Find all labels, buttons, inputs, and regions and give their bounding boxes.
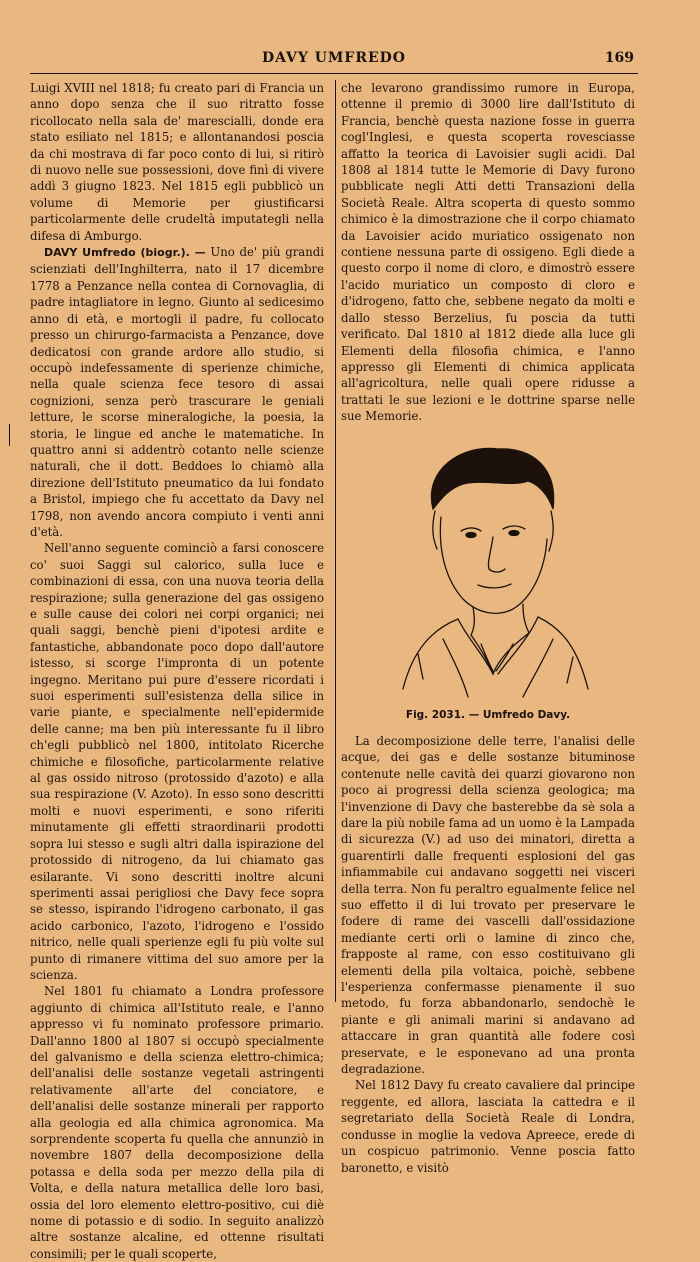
paragraph: che levarono grandissimo rumore in Europa, ottenne il premio di 3000 lire dall'Istituto di Francia, benchè questa nazione fosse in guerra cogl'Inglesi, e questa scoperta rovesciasse affatto la teorica di Lavoisier sugli acidi. Dal 1808 al 1814 tutte le Memorie di Davy furono pubblicate negli Atti detti Transazioni della Società Reale. Altra scoperta di questo sommo chimico è la dimostrazione che il corpo chiamato da Lavoisier acido muriatico ossigenato non contiene nessuna parte di ossigeno. Egli diede a questo corpo il nome di cloro, e dimostrò essere l'acido muriatico un composto di cloro e d'idrogeno, fatto che, sebbene negato da molti e dallo stesso Berzelius, fu poscia da tutti verificato. Dal 1810 al 1812 diede alla luce gli Elementi della filosofia chimica, e l'anno appresso gli Elementi di chimica applicata all'agricoltura, nelle quali opere ridusse a trattati le sue lezioni e le dottrine sparse nelle sue Memorie. [341, 81, 635, 424]
paragraph: La decomposizione delle terre, l'analisi delle acque, dei gas e delle sostanze bituminose contenute nelle cavità dei quarzi giovarono non poco ai progressi della scienza geologica; ma l'invenzione di Davy che basterebbe da sè sola a dare la più nobile fama ad un uomo è la Lampada di sicurezza (V.) ad uso dei minatori, diretta a guarentirli dalle frequenti esplosioni del gas infiammabile cui andavano soggetti nei visceri della terra. Non fu peraltro egualmente felice nel suo effetto il di lui trovato per preservare le fodere di rame dei vascelli dall'ossidazione mediante certi orli o lamine di zinco che, frapposte al rame, con esso costituivano gli elementi della pila voltaica, poichè, sebbene l'esperienza confermasse pienamente il suo metodo, fu forza abbandonarlo, sendochè le piante e gli animali marini si andavano ad attaccare in gran quantità alle fodere così preservate, e le esponevano ad una pronta degradazione. [341, 733, 635, 1077]
column-separator [335, 80, 336, 1002]
left-column [30, 80, 324, 1262]
portrait-illustration [363, 439, 613, 699]
entry-text: Uno de' più grandi scienziati dell'Inghilterra, nato il 17 dicembre 1778 a Penzance nella contea di Cornovaglia, di padre intagliatore in legno. Giunto al sedicesimo anno di età, e mortogli il padre, fu collocato presso un chirurgo-farmacista a Penzance, dove dedicatosi con grande ardore allo studio, si occupò indefessamente di sperienze chimiche, nella quale scienza fece tesoro di assai cognizioni, senza però trascurare le geniali letture, le scorse mineralogiche, la poesia, la storia, le lingue ed anche le matematiche. In quattro anni si addentrò cotanto nelle scienze naturali, che il dott. Beddoes lo chiamò alla direzione dell'Istituto pneumatico da lui fondato a Bristol, impiego che fu accettato da Davy nel 1798, non avendo ancora compiuto i venti anni d'età. [30, 245, 324, 539]
paragraph: Nel 1801 fu chiamato a Londra professore aggiunto di chimica all'Istituto reale, e l'anno appresso vi fu nominato professore primario. Dall'anno 1800 al 1807 si occupò specialmente del galvanismo e della scienza elettro-chimica; dell'analisi delle sostanze vegetali astringenti relativamente all'arte del conciatore, e dell'analisi delle sostanze minerali per rapporto alla geologia ed alla chimica agronomica. Ma sorprendente scoperta fu quella che annunziò in novembre 1807 della decomposizione della potassa e della soda per mezzo della pila di Volta, e della natura metallica delle loro basi, ossia del loro elemento elettro-positivo, cui diè nome di potassio e di sodio. In seguito analizzò altre sostanze alcaline, ed ottenne risultati consimili; per le quali scoperte, [30, 984, 324, 1261]
running-header [30, 50, 638, 72]
page-number: 169 [604, 50, 634, 66]
paragraph: Nell'anno seguente cominciò a farsi conoscere co' suoi Saggi sul calorico, sulla luce e combinazioni di essa, con una nuova teoria della respirazione; sulla generazione del gas ossigeno e sulle cause dei colori nei corpi organici; nei quali saggi, benchè pieni d'ipotesi ardite e fantastiche, abbandonate poco dopo dall'autore istesso, si scorge l'impronta di un potente ingegno. Meritano pui pure d'essere ricordati i suoi esperimenti sull'esistenza della silice in varie piante, e specialmente nell'epidermide delle canne; ma ben più interessante fu il libro ch'egli pubblicò nel 1800, intitolato Ricerche chimiche e filosofiche, particolarmente relative al gas ossido nitroso (protossido d'azoto) e alla sua respirazione (V. Azoto). In esso sono descritti molti e nuovi esperimenti, e sono riferiti minutamente gli effetti straordinarii prodotti sopra lui stesso e sugli altri dalla ispirazione del protossido di nitrogeno, da lui chiamato gas esilarante. Vi sono descritti inoltre alcuni sperimenti assai perigliosi che Davy fece sopra se stesso, ispirando l'idrogeno carbonato, il gas acido carbonico, l'azoto, l'idrogeno e l'ossido nitrico, nelle quali sperienze egli fu più volte sul punto di rimanere vittima del suo amore per la scienza. [30, 541, 324, 982]
paragraph: Luigi XVIII nel 1818; fu creato pari di Francia un anno dopo senza che il suo ritratto fosse ricollocato nella sala de' marescialli, donde era stato esiliato nel 1815; e allontanandosi poscia da chi mostrava di far poco conto di lui, si ritirò di nuovo nelle sue possessioni, dove finì di vivere addì 3 giugno 1823. Nel 1815 egli pubblicò un volume di Memorie per giustificarsi particolarmente delle crudeltà imputategli nella difesa di Amburgo. [30, 81, 324, 243]
entry-paragraph [30, 244, 324, 540]
header-title: DAVY UMFREDO [261, 50, 406, 66]
paragraph: Nel 1812 Davy fu creato cavaliere dal principe reggente, ed allora, lasciata la cattedra e il segretariato della Società Reale di Londra, condusse in moglie la vedova Apreece, erede di un cospicuo patrimonio. Venne poscia fatto baronetto, e visitò [341, 1078, 635, 1175]
entry-heading: DAVY Umfredo (biogr.). — [44, 246, 206, 260]
right-column [341, 80, 635, 1176]
header-rule [30, 73, 638, 74]
figure-caption: Fig. 2031. — Umfredo Davy. [405, 708, 571, 721]
margin-mark [9, 424, 10, 446]
